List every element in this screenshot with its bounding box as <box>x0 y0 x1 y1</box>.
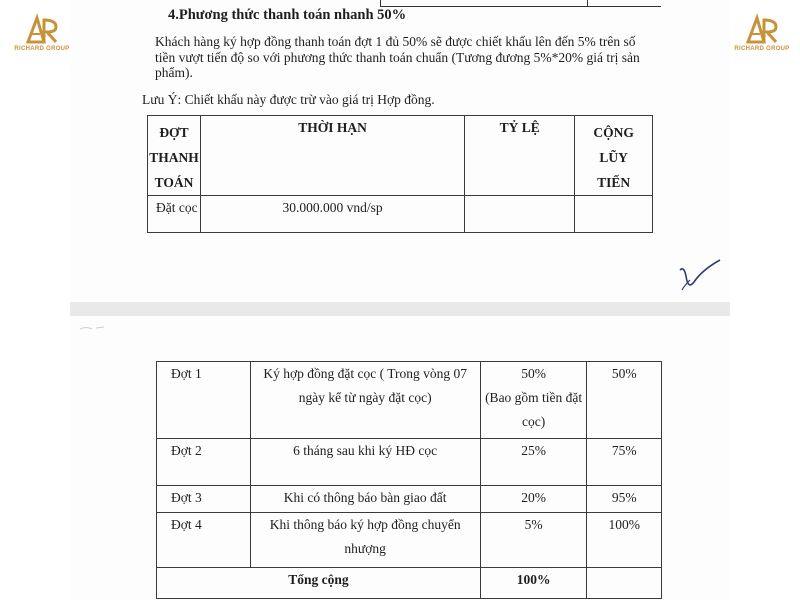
cell-rate <box>480 486 587 513</box>
cell-term-line: 6 tháng sau khi ký HĐ cọc <box>293 443 438 458</box>
cell-term: 30.000.000 vnd/sp <box>200 196 464 233</box>
logo-caption: RICHARD GROUP <box>734 46 790 52</box>
cell-rate-line: 20% <box>521 490 546 505</box>
cell-term-line: Khi thông báo ký hợp đồng chuyển <box>269 517 461 532</box>
signature-mark <box>676 256 724 292</box>
total-value: 100% <box>480 568 587 599</box>
section-heading: 4.Phương thức thanh toán nhanh 50% <box>168 7 407 23</box>
cell-rate <box>480 439 587 486</box>
header-stage-line: THANH <box>149 150 199 165</box>
cell-rate-line: 50% <box>521 366 546 381</box>
cell-stage: Đợt 1 <box>157 362 251 439</box>
richard-group-logo-right <box>734 12 790 52</box>
cell-stage: Đợt 3 <box>157 486 251 513</box>
table-total-row <box>157 568 662 599</box>
cell-stage: Đợt 4 <box>157 513 251 568</box>
cell-term <box>250 362 480 439</box>
cell-rate-line: cọc) <box>522 414 546 429</box>
header-cumulative-line: TIẾN <box>597 175 631 190</box>
header-stage <box>148 116 201 196</box>
cell-rate-line: 25% <box>521 443 546 458</box>
table-row <box>157 486 662 513</box>
header-stage-line: ĐỢT <box>159 125 189 140</box>
richard-group-logo-left <box>14 12 70 52</box>
cell-rate-line: (Bao gồm tiền đặt <box>485 390 583 405</box>
cell-term <box>250 439 480 486</box>
richard-group-logo-icon <box>22 12 62 46</box>
header-cumulative-line: CỘNG <box>593 125 634 140</box>
cell-stage: Đợt 2 <box>157 439 251 486</box>
section-paragraph: Khách hàng ký hợp đồng thanh toán đợt 1 đủ 50% sẽ được chiết khấu lên đến 5% trên số tiền vượt tiến độ so với phương thức thanh toán chuẩn (Tương đương 5%*20% giá trị sản phẩm). <box>155 34 640 80</box>
table-row <box>157 513 662 568</box>
cell-cumulative <box>575 196 653 233</box>
cell-rate <box>480 362 587 439</box>
payment-schedule-table <box>156 361 662 599</box>
cell-rate <box>465 196 575 233</box>
total-cumulative <box>587 568 662 599</box>
header-rate: TỶ LỆ <box>465 116 575 196</box>
header-term: THỜI HẠN <box>200 116 464 196</box>
page-separator <box>70 302 730 316</box>
total-label: Tổng cộng <box>157 568 481 599</box>
section-note: Lưu Ý: Chiết khấu này được trừ vào giá trị Hợp đồng. <box>142 92 435 107</box>
logo-caption: RICHARD GROUP <box>14 46 70 52</box>
payment-table-header <box>147 115 653 233</box>
cell-term-line: ngày kể từ ngày đặt cọc) <box>298 390 432 405</box>
cell-cumulative: 100% <box>587 513 662 568</box>
cell-cumulative: 50% <box>587 362 662 439</box>
table-header-row <box>148 116 653 196</box>
cell-term <box>250 513 480 568</box>
table-row <box>157 439 662 486</box>
header-cumulative-line: LŨY <box>599 150 628 165</box>
cell-term-line: nhượng <box>344 541 386 556</box>
cell-stage: Đặt cọc <box>148 196 201 233</box>
header-stage-line: TOÁN <box>154 175 194 190</box>
table-row <box>157 362 662 439</box>
table-row <box>148 196 653 233</box>
cell-rate-line: 5% <box>524 517 543 532</box>
richard-group-logo-icon <box>742 12 782 46</box>
scan-artifact <box>78 324 108 332</box>
cell-cumulative: 95% <box>587 486 662 513</box>
cell-term-line: Ký hợp đồng đặt cọc ( Trong vòng 07 <box>263 366 467 381</box>
previous-table-edge <box>380 0 661 7</box>
cell-term <box>250 486 480 513</box>
header-cumulative <box>575 116 653 196</box>
cell-cumulative: 75% <box>587 439 662 486</box>
cell-rate <box>480 513 587 568</box>
cell-term-line: Khi có thông báo bàn giao đất <box>283 490 447 505</box>
